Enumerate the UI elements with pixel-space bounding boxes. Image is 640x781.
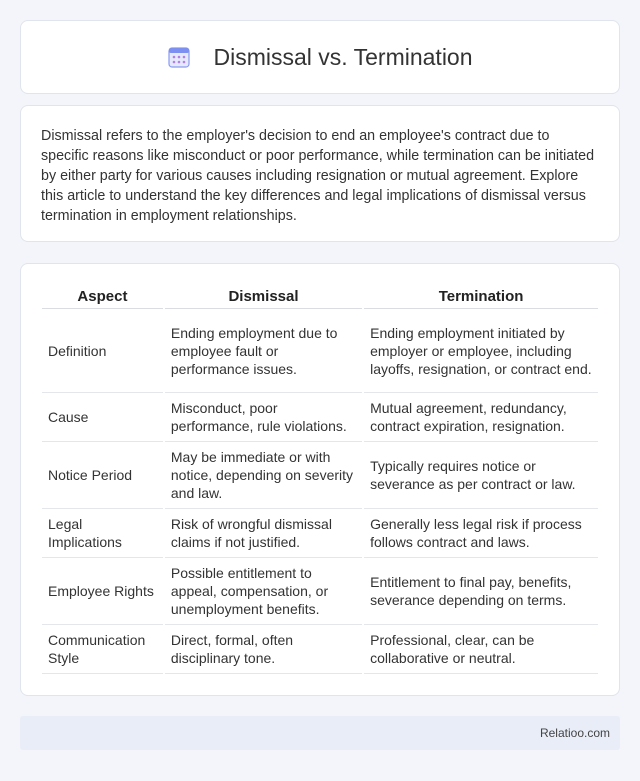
comparison-table-card (20, 263, 620, 696)
cell-dismissal: Possible entitlement to appeal, compensation, or unemployment benefits. (164, 558, 363, 625)
cell-termination: Ending employment initiated by employer or employee, including layoffs, resignation, or contract end. (363, 309, 598, 393)
cell-termination: Mutual agreement, redundancy, contract expiration, resignation. (363, 393, 598, 442)
header-aspect: Aspect (42, 284, 164, 309)
table-row (42, 309, 598, 393)
cell-aspect: Legal Implications (42, 509, 164, 558)
header-dismissal: Dismissal (164, 284, 363, 309)
cell-dismissal: Misconduct, poor performance, rule violations. (164, 393, 363, 442)
title-card (20, 20, 620, 94)
cell-aspect: Employee Rights (42, 558, 164, 625)
cell-aspect: Communication Style (42, 625, 164, 674)
cell-aspect: Notice Period (42, 442, 164, 509)
table-row (42, 625, 598, 674)
table-header-row (42, 284, 598, 309)
comparison-table (42, 284, 598, 674)
cell-termination: Typically requires notice or severance as per contract or law. (363, 442, 598, 509)
page-title: Dismissal vs. Termination (213, 43, 473, 70)
table-row (42, 442, 598, 509)
cell-dismissal: Direct, formal, often disciplinary tone. (164, 625, 363, 674)
intro-text: Dismissal refers to the employer's decision to end an employee's contract due to specific reasons like misconduct or poor performance, while termination can be initiated by either party for various causes including resignation or mutual agreement. Explore this article to understand the key differences and legal implications of dismissal versus termination in employment relationships. (41, 128, 595, 224)
cell-termination: Generally less legal risk if process follows contract and laws. (363, 509, 598, 558)
cell-dismissal: Ending employment due to employee fault or performance issues. (164, 309, 363, 393)
table-row (42, 509, 598, 558)
cell-dismissal: May be immediate or with notice, depending on severity and law. (164, 442, 363, 509)
cell-dismissal: Risk of wrongful dismissal claims if not justified. (164, 509, 363, 558)
table-row (42, 393, 598, 442)
footer-site-link[interactable]: Relatioo.com (539, 726, 610, 740)
table-row (42, 558, 598, 625)
cell-termination: Professional, clear, can be collaborative or neutral. (363, 625, 598, 674)
calendar-icon (167, 45, 191, 69)
cell-aspect: Cause (42, 393, 164, 442)
cell-termination: Entitlement to final pay, benefits, severance depending on terms. (363, 558, 598, 625)
cell-aspect: Definition (42, 309, 164, 393)
footer (20, 716, 620, 750)
header-termination: Termination (363, 284, 598, 309)
intro-card (20, 105, 620, 242)
